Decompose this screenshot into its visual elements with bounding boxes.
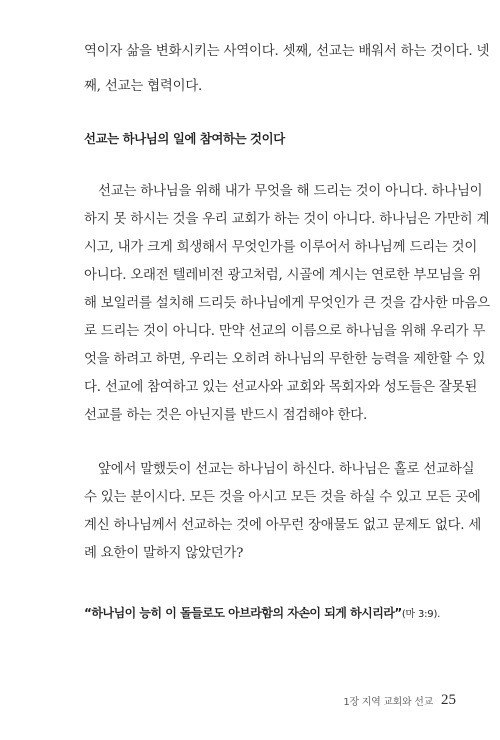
page-footer xyxy=(343,690,456,709)
body-line: 수 있는 분이시다. 모든 것을 아시고 모든 것을 하실 수 있고 모든 곳에 xyxy=(84,490,481,505)
body-line: 째, 선교는 협력이다. xyxy=(84,79,203,94)
body-line: 선교는 하나님을 위해 내가 무엇을 해 드리는 것이 아니다. 하나님이 xyxy=(98,184,483,199)
section-heading: 선교는 하나님의 일에 참여하는 것이다 xyxy=(84,131,285,146)
quote-reference: (마 3:9). xyxy=(401,609,441,620)
body-line: 아니다. 오래전 텔레비전 광고처럼, 시골에 계시는 연로한 부모님을 위 xyxy=(84,268,482,283)
body-line: 역이자 삶을 변화시키는 사역이다. 셋째, 선교는 배워서 하는 것이다. 넷 xyxy=(84,44,490,59)
body-line: 앞에서 말했듯이 선교는 하나님이 하신다. 하나님은 홀로 선교하실 xyxy=(98,462,475,477)
body-line: 례 요한이 말하지 않았던가? xyxy=(84,546,244,561)
body-line: 선교를 하는 것은 아닌지를 반드시 점검해야 한다. xyxy=(84,408,368,423)
body-line: 해 보일러를 설치해 드리듯 하나님에게 무엇인가 큰 것을 감사한 마음으 xyxy=(84,296,490,311)
body-line: 엇을 하려고 하면, 우리는 오히려 하나님의 무한한 능력을 제한할 수 있 xyxy=(84,352,486,367)
body-line: 하지 못 하시는 것을 우리 교회가 하는 것이 아니다. 하나님은 가만히 계 xyxy=(84,212,490,227)
body-line: 다. 선교에 참여하고 있는 선교사와 교회와 목회자와 성도들은 잘못된 xyxy=(84,380,478,395)
quote-text: “하나님이 능히 이 돌들로도 아브라함의 자손이 되게 하시리라” xyxy=(84,606,402,620)
running-footer-chapter: 1장 지역 교회와 선교 xyxy=(343,697,433,708)
body-line: 계신 하나님께서 선교하는 것에 아무런 장애물도 없고 문제도 없다. 세 xyxy=(84,518,482,533)
body-line: 시고, 내가 크게 희생해서 무엇인가를 이루어서 하나님께 드리는 것이 xyxy=(84,240,478,255)
page-number: 25 xyxy=(441,692,456,708)
scripture-quote xyxy=(84,604,440,621)
body-line: 로 드리는 것이 아니다. 만약 선교의 이름으로 하나님을 위해 우리가 무 xyxy=(84,324,486,339)
